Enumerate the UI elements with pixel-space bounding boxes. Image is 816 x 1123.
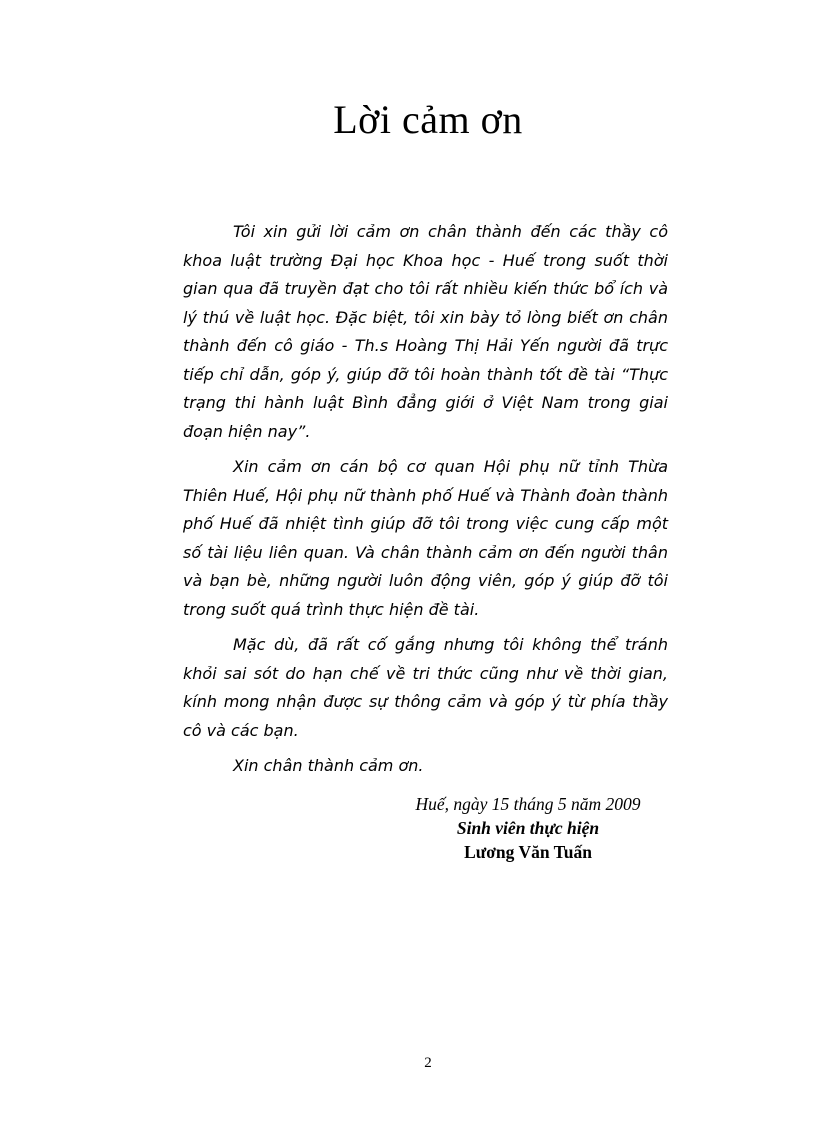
signature-name: Lương Văn Tuấn bbox=[464, 842, 592, 862]
signature-date: Huế, ngày 15 tháng 5 năm 2009 bbox=[415, 794, 641, 814]
acknowledgement-body bbox=[183, 218, 668, 788]
signature-role: Sinh viên thực hiện bbox=[456, 818, 600, 838]
page-title: Lời cảm ơn bbox=[333, 97, 523, 142]
paragraph-closing: Xin chân thành cảm ơn. bbox=[233, 756, 424, 775]
paragraph-1: Tôi xin gửi lời cảm ơn chân thành đến các thầy cô khoa luật trường Đại học Khoa học - Huế trong suốt thời gian qua đã truyền đạt cho tôi rất nhiều kiến thức bổ ích và lý thú về luật học. Đặc biệt, tôi xin bày tỏ lòng biết ơn chân thành đến cô giáo - Th.s Hoàng Thị Hải Yến người đã trực tiếp chỉ dẫn, góp ý, giúp đỡ tôi hoàn thành tốt đề tài “Thực trạng thi hành luật Bình đẳng giới ở Việt Nam trong giai đoạn hiện nay”. bbox=[183, 222, 668, 441]
page-number: 2 bbox=[424, 1055, 432, 1071]
paragraph-3: Mặc dù, đã rất cố gắng nhưng tôi không thể tránh khỏi sai sót do hạn chế về tri thức cũng như về thời gian, kính mong nhận được sự thông cảm và góp ý từ phía thầy cô và các bạn. bbox=[183, 635, 668, 740]
signature-block bbox=[383, 792, 673, 864]
paragraph-2: Xin cảm ơn cán bộ cơ quan Hội phụ nữ tỉnh Thừa Thiên Huế, Hội phụ nữ thành phố Huế và Thành đoàn thành phố Huế đã nhiệt tình giúp đỡ tôi trong việc cung cấp một số tài liệu liên quan. Và chân thành cảm ơn đến người thân và bạn bè, những người luôn động viên, góp ý giúp đỡ tôi trong suốt quá trình thực hiện đề tài. bbox=[183, 457, 668, 619]
